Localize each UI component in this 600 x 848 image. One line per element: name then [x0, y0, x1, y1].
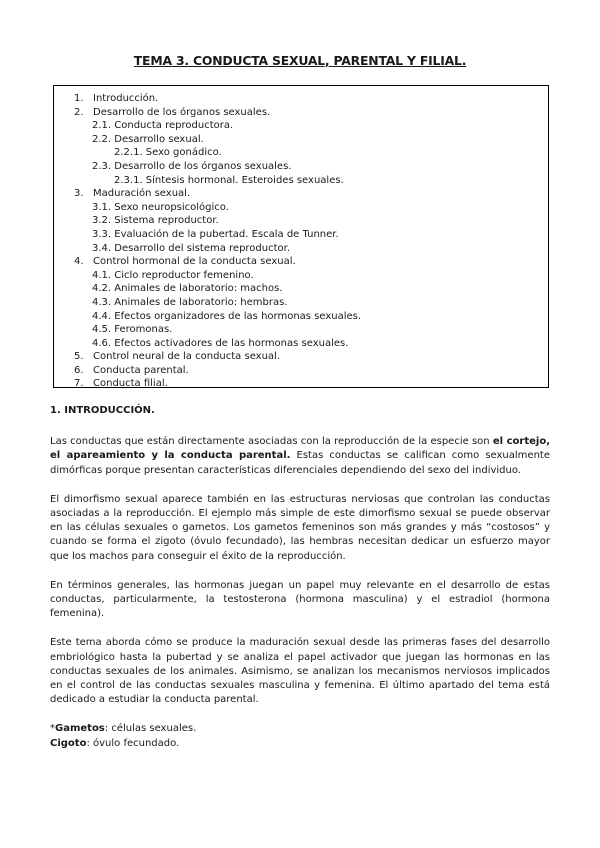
toc-subitem: 4.6. Efectos activadores de las hormonas sexuales. [92, 337, 349, 349]
toc-item: 4. Control hormonal de la conducta sexual. [74, 256, 296, 268]
toc-item: 2. Desarrollo de los órganos sexuales. [74, 106, 271, 118]
toc-subitem: 4.4. Efectos organizadores de las hormonas sexuales. [92, 310, 362, 322]
toc-subitem: 4.1. Ciclo reproductor femenino. [92, 269, 254, 281]
toc-subitem: 4.2. Animales de laboratorio: machos. [92, 283, 283, 295]
table-of-contents [53, 85, 549, 388]
toc-item: 3. Maduración sexual. [74, 188, 191, 200]
toc-subitem: 2.1. Conducta reproductora. [92, 120, 234, 132]
toc-subsubitem: 2.2.1. Sexo gonádico. [114, 147, 222, 159]
toc-subitem: 3.1. Sexo neuropsicológico. [92, 201, 229, 213]
toc-item: 7. Conducta filial. [74, 378, 168, 390]
toc-subitem: 2.3. Desarrollo de los órganos sexuales. [92, 160, 292, 172]
glossary-note: *Gametos: células sexuales. [50, 723, 197, 735]
document-body [50, 404, 550, 751]
toc-subitem: 3.3. Evaluación de la pubertad. Escala de Tunner. [92, 228, 339, 240]
toc-subitem: 2.2. Desarrollo sexual. [92, 133, 204, 145]
toc-item: 1. Introducción. [74, 93, 159, 104]
paragraph: Las conductas que están directamente asociadas con la reproducción de la especie son el cortejo, el apareamiento y la conducta parental. Estas conductas se califican como sexualmente dimórficas porque presentan características diferenciales dependiendo del sexo del individuo. [50, 436, 550, 476]
glossary-note: Cigoto: óvulo fecundado. [50, 737, 180, 749]
toc-subitem: 4.3. Animales de laboratorio: hembras. [92, 296, 288, 308]
toc-subitem: 3.4. Desarrollo del sistema reproductor. [92, 242, 291, 254]
toc-subitem: 4.5. Feromonas. [92, 324, 173, 336]
paragraph: En términos generales, las hormonas juegan un papel muy relevante en el desarrollo de estas conductas, particularmente, la testosterona (hormona masculina) y el estradiol (hormona femenina). [50, 579, 550, 620]
toc-item: 6. Conducta parental. [74, 364, 189, 376]
paragraph: El dimorfismo sexual aparece también en las estructuras nerviosas que controlan las conductas asociadas a la reproducción. El ejemplo más simple de este dimorfismo sexual se puede observar en las células sexuales o gametos. Los gametos femeninos son más grandes y más “costosos” y cuando se forma el zigoto (óvulo fecundado), las hembras necesitan dedicar un esfuerzo mayor que los machos para conseguir el éxito de la reproducción. [50, 493, 550, 562]
toc-subitem: 3.2. Sistema reproductor. [92, 215, 219, 227]
toc-subsubitem: 2.3.1. Síntesis hormonal. Esteroides sexuales. [114, 174, 344, 186]
page-title: TEMA 3. CONDUCTA SEXUAL, PARENTAL Y FILIAL. [133, 53, 467, 68]
toc-item: 5. Control neural de la conducta sexual. [74, 351, 281, 363]
section-heading: 1. INTRODUCCIÓN. [50, 405, 155, 416]
paragraph: Este tema aborda cómo se produce la maduración sexual desde las primeras fases del desarrollo embriológico hasta la pubertad y se analiza el papel activador que juegan las hormonas en las conductas sexuales de los animales. Asimismo, se analizan los mecanismos nerviosos implicados en el control de las conductas sexuales masculina y femenina. El último apartado del tema está dedicado a estudiar la conducta parental. [50, 637, 550, 706]
